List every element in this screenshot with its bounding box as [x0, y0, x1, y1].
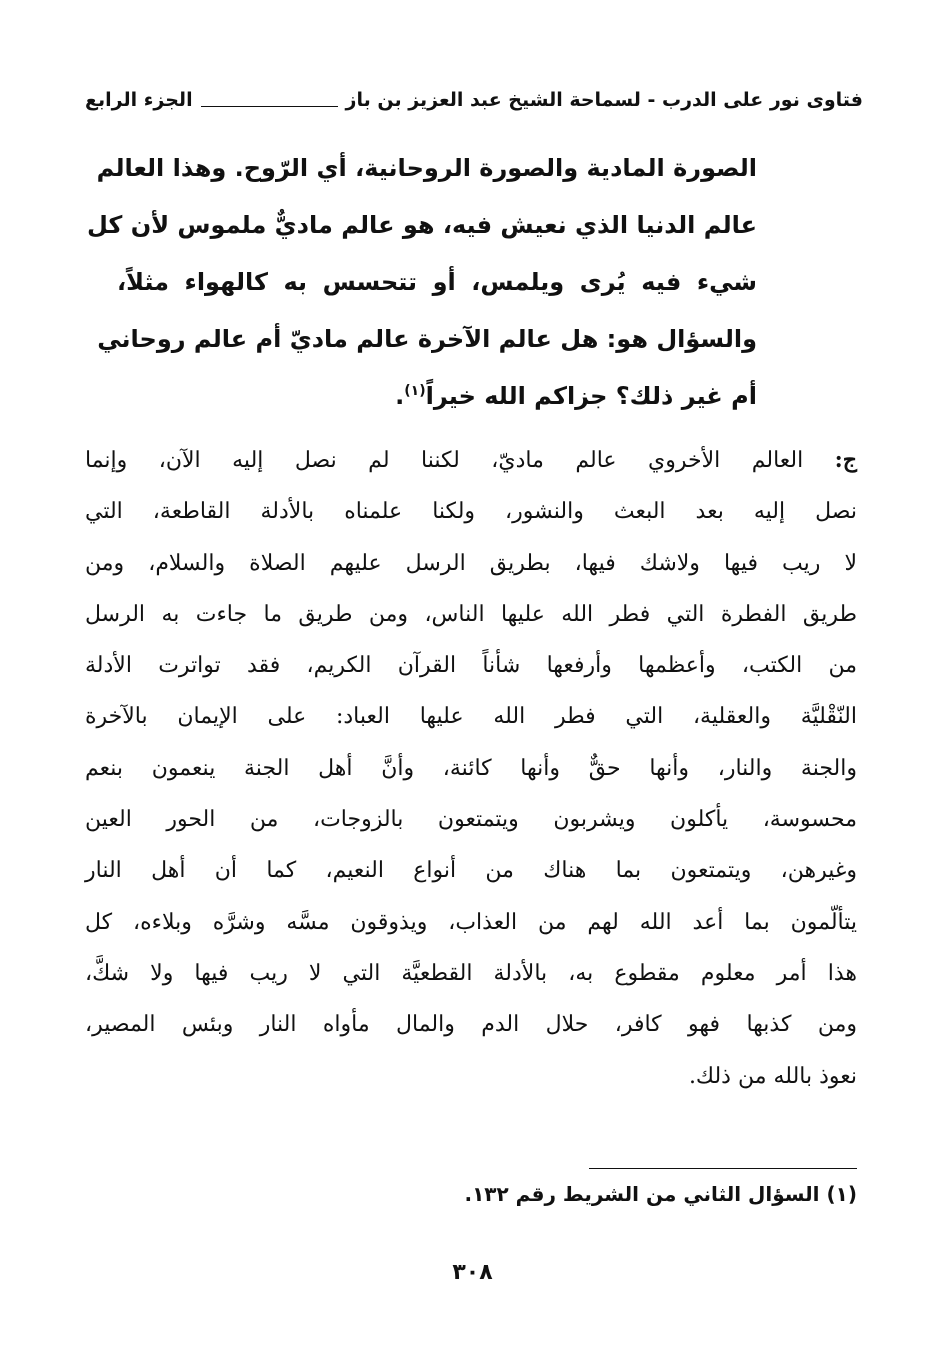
- answer-line: وغيرهن، ويتمتعون بما هناك من أنواع النعيم، كما أن أهل النار: [85, 858, 857, 884]
- answer-line: النّقْليَّة والعقلية، التي فطر الله عليها العباد: على الإيمان بالآخرة: [85, 704, 857, 730]
- question-end-mark: .: [395, 382, 405, 410]
- page-number: ٣٠٨: [452, 1260, 493, 1285]
- question-block: [86, 140, 757, 425]
- answer-lead: ج:: [834, 447, 857, 473]
- answer-line: والجنة والنار، وأنها حقٌّ وأنها كائنة، وأنَّ أهل الجنة ينعمون بنعم: [85, 755, 857, 781]
- part-label: الجزء الرابع: [85, 89, 193, 111]
- answer-line: محسوسة، يأكلون ويشربون ويتمتعون بالزوجات، من الحور العين: [85, 807, 857, 833]
- question-line: أم غير ذلك؟ جزاكم الله خيراً: [425, 382, 757, 410]
- answer-line-first: [85, 435, 857, 486]
- answer-block: [85, 435, 857, 1102]
- answer-line: يتألّمون بما أعد الله لهم من العذاب، ويذوقون مسَّه وشرَّه وبلاءه، كل: [85, 909, 857, 935]
- footnote-reference[interactable]: (١): [404, 383, 426, 399]
- volume-title: فتاوى نور على الدرب - لسماحة الشيخ عبد العزيز بن باز: [345, 89, 863, 111]
- question-line: والسؤال هو: هل عالم الآخرة عالم ماديّ أم عالم روحاني: [97, 325, 757, 353]
- answer-line: نعوذ بالله من ذلك.: [688, 1063, 857, 1089]
- answer-line: العالم الأخروي عالم ماديّ، لكننا لم نصل إليه الآن، وإنما: [85, 448, 804, 473]
- answer-line: ومن كذبها فهو كافر، حلال الدم والمال مأواه النار وبئس المصير،: [85, 1012, 857, 1038]
- answer-line: من الكتب، وأعظمها وأرفعها شأناً القرآن الكريم، فقد تواترت الأدلة: [85, 653, 857, 679]
- answer-line: لا ريب فيها ولاشك فيها، بطريق الرسل عليهم الصلاة والسلام، ومن: [85, 550, 857, 576]
- answer-line: نصل إليه بعد البعث والنشور، ولكنا علمناه بالأدلة القاطعة، التي: [85, 499, 857, 525]
- answer-line: طريق الفطرة التي فطر الله عليها الناس، ومن طريق ما جاءت به الرسل: [85, 601, 857, 627]
- running-header: [85, 82, 863, 118]
- question-line: الصورة المادية والصورة الروحانية، أي الرّوح. وهذا العالم: [96, 154, 757, 182]
- header-rule: [201, 106, 338, 107]
- footnote-separator: [589, 1168, 857, 1169]
- question-line: شيء فيه يُرى ويلمس، أو تتحسس به كالهواء مثلاً،: [117, 268, 757, 296]
- footnote: (١) السؤال الثاني من الشريط رقم ١٣٢.: [464, 1182, 857, 1206]
- question-line-last: [117, 368, 757, 425]
- question-line: عالم الدنيا الذي نعيش فيه، هو عالم ماديٌّ ملموس لأن كل: [86, 211, 757, 239]
- answer-line: هذا أمر معلوم مقطوع به، بالأدلة القطعيَّة التي لا ريب فيها ولا شكَّ،: [85, 960, 857, 986]
